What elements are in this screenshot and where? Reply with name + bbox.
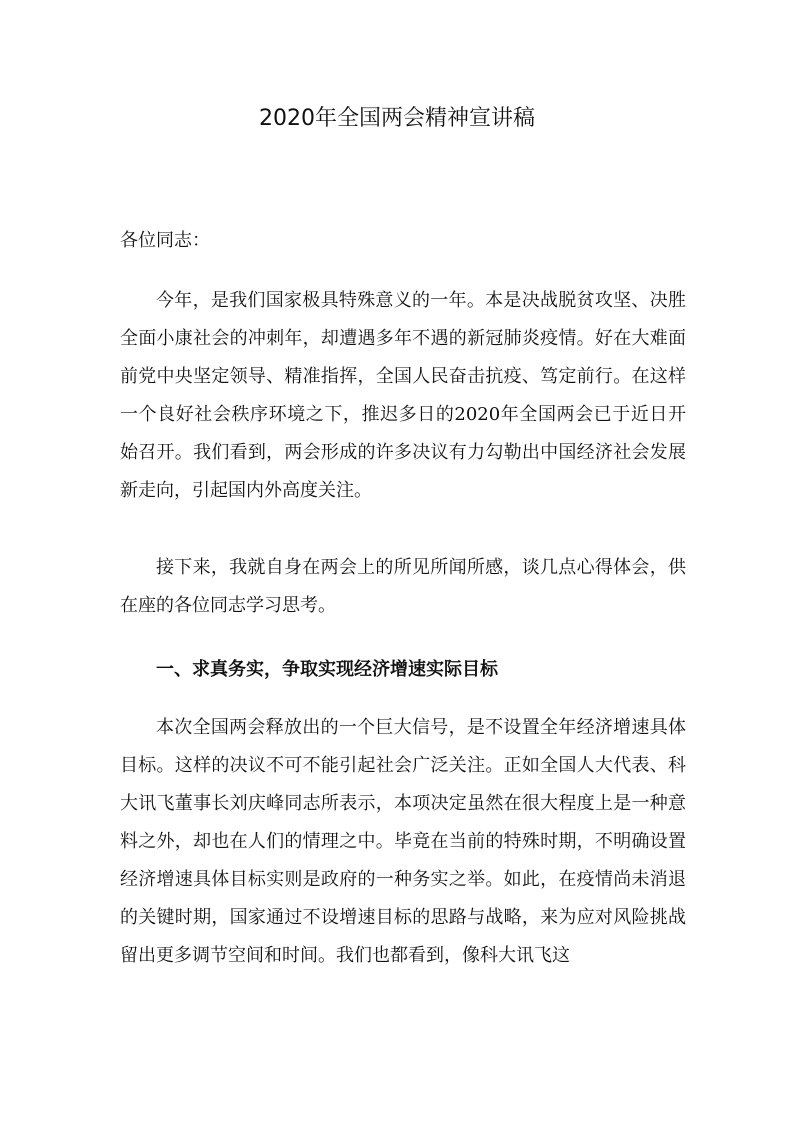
paragraph-transition: 接下来，我就自身在两会上的所见所闻所感，谈几点心得体会，供在座的各位同志学习思考。 bbox=[120, 557, 686, 616]
paragraph-intro: 今年，是我们国家极具特殊意义的一年。本是决战脱贫攻坚、决胜全面小康社会的冲刺年，却遭遇多年不遇的新冠肺炎疫情。好在大难面前党中央坚定领导、精准指挥，全国人民奋击抗疫、笃定前行。在这样一个良好社会秩序环境之下，推迟多日的2020年全国两会已于近日开始召开。我们看到，两会形成的许多决议有力勾勒出中国经济社会发展新走向，引起国内外高度关注。 bbox=[120, 290, 686, 501]
section-paragraph: 本次全国两会释放出的一个巨大信号，是不设置全年经济增速具体目标。这样的决议不可不能引起社会广泛关注。正如全国人大代表、科大讯飞董事长刘庆峰同志所表示，本项决定虽然在很大程度上是一种意料之外，却也在人们的情理之中。毕竟在当前的特殊时期，不明确设置经济增速具体目标实则是政府的一种务实之举。如此，在疫情尚未消退的关键时期，国家通过不设增速目标的思路与战略，来为应对风险挑战留出更多调节空间和时间。我们也都看到，像科大讯飞这 bbox=[120, 717, 686, 966]
section-heading: 一、求真务实，争取实现经济增速实际目标 bbox=[156, 659, 498, 680]
salutation: 各位同志： bbox=[120, 230, 210, 251]
document-title: 2020年全国两会精神宣讲稿 bbox=[259, 106, 535, 131]
